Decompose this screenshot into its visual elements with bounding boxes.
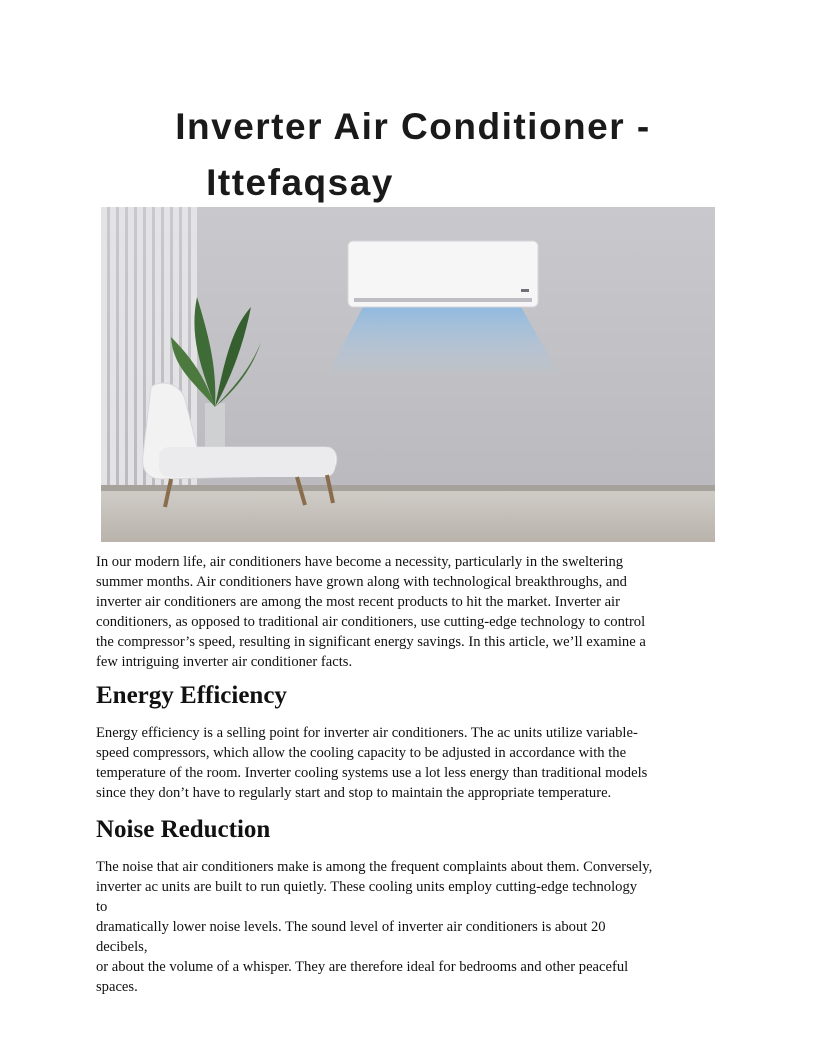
section-heading-energy: Energy Efficiency	[96, 682, 287, 709]
page-title-continued: Ittefaqsay	[206, 162, 394, 203]
section-body-energy: Energy efficiency is a selling point for inverter air conditioners. The ac units utilize variable- speed compressors, which allow the cooling capacity to be adjusted in accordance with the temperature of the room. Inverter cooling systems use a lot less energy than traditional models since they don’t have to regularly start and stop to maintain the appropriate temperature.	[96, 725, 648, 801]
hero-image	[101, 207, 715, 542]
intro-paragraph: In our modern life, air conditioners have become a necessity, particularly in the sweltering summer months. Air conditioners have grown along with technological breakthroughs, and inverter air conditioners are among the most recent products to hit the market. Inverter air conditioners, as opposed to traditional air conditioners, use cutting-edge technology to control the compressor’s speed, resulting in significant energy savings. In this article, we’ll examine a few intriguing inverter air conditioner facts.	[96, 554, 646, 670]
section-body-noise: The noise that air conditioners make is among the frequent complaints about them. Conversely, inverter ac units are built to run quietly. These cooling units employ cutting-edge technology to dramatically lower noise levels. The sound level of inverter air conditioners is about 20 decibels, or about the volume of a whisper. They are therefore ideal for bedrooms and other peaceful spaces.	[96, 859, 653, 995]
page-title: Inverter Air Conditioner -	[175, 106, 651, 147]
section-heading-noise: Noise Reduction	[96, 816, 271, 843]
